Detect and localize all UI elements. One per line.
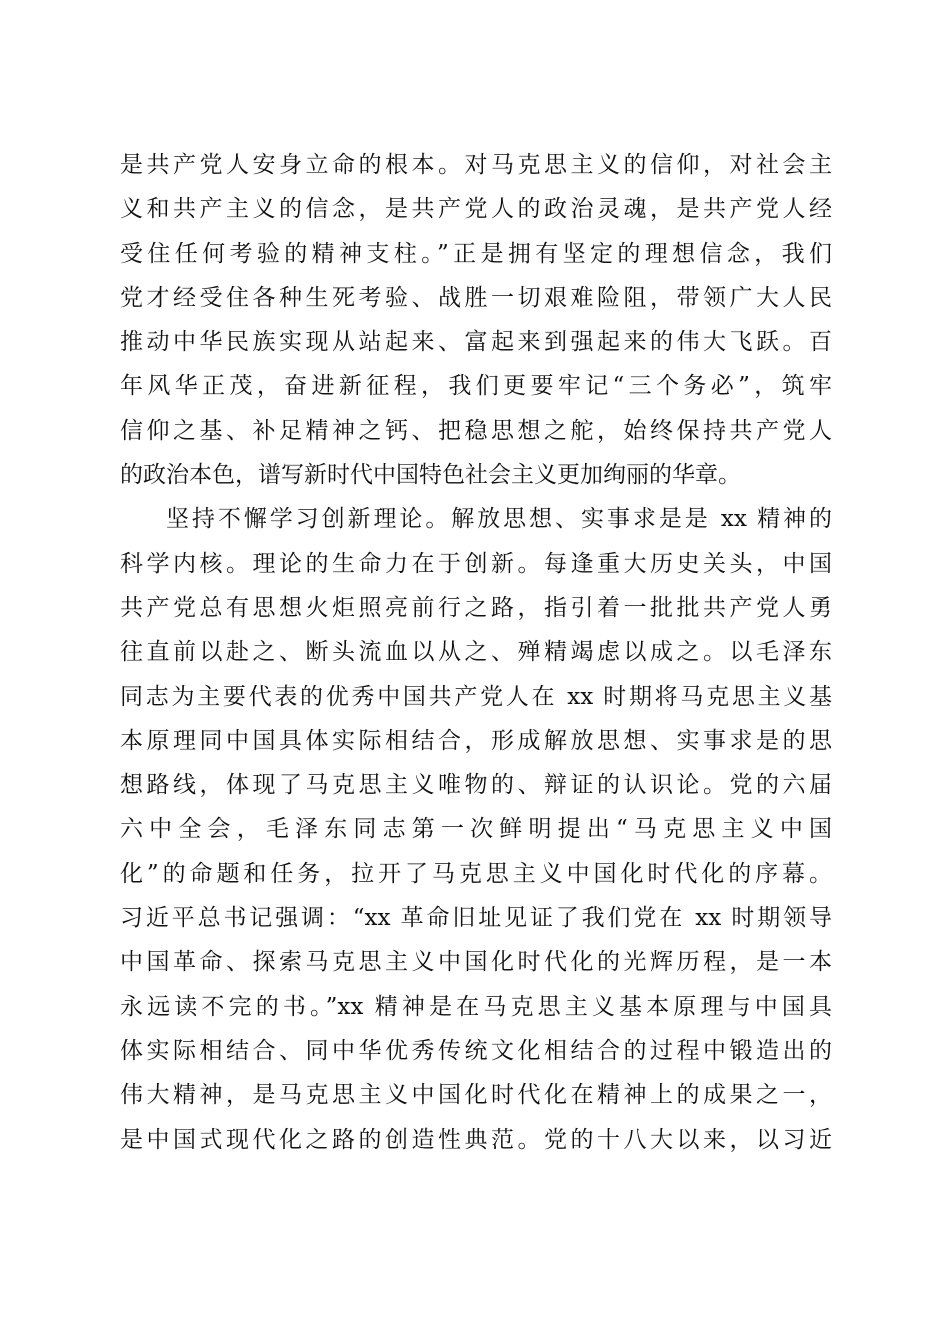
text-line: 同志为主要代表的优秀中国共产党人在 xx 时期将马克思主义基 [120, 683, 832, 710]
text-line: 中国革命、探索马克思主义中国化时代化的光辉历程，是一本 [120, 949, 832, 976]
text-line: 科学内核。理论的生命力在于创新。每逢重大历史关头，中国 [120, 550, 832, 577]
paragraph-first-line: 坚持不懈学习创新理论。解放思想、实事求是是 xx 精神的 [166, 506, 832, 533]
text-line: 往直前以赴之、断头流血以从之、殚精竭虑以成之。以毛泽东 [120, 639, 832, 666]
text-line: 想路线，体现了马克思主义唯物的、辩证的认识论。党的六届 [120, 772, 832, 799]
text-line: 永远读不完的书。”xx 精神是在马克思主义基本原理与中国具 [120, 993, 832, 1020]
text-line: 推动中华民族实现从站起来、富起来到强起来的伟大飞跃。百 [120, 329, 832, 356]
text-line: 本原理同中国具体实际相结合，形成解放思想、实事求是的思 [120, 727, 832, 754]
text-line: 共产党总有思想火炬照亮前行之路，指引着一批批共产党人勇 [120, 594, 832, 621]
text-line: 是中国式现代化之路的创造性典范。党的十八大以来，以习近 [120, 1126, 832, 1153]
text-line: 是共产党人安身立命的根本。对马克思主义的信仰，对社会主 [120, 152, 832, 178]
text-line: 义和共产主义的信念，是共产党人的政治灵魂，是共产党人经 [120, 196, 832, 223]
paragraph-end-line: 的政治本色，谱写新时代中国特色社会主义更加绚丽的华章。 [120, 462, 741, 489]
text-line: 党才经受住各种生死考验、战胜一切艰难险阻，带领广大人民 [120, 284, 832, 311]
text-line: 受住任何考验的精神支柱。”正是拥有坚定的理想信念，我们 [120, 240, 832, 267]
text-line: 习近平总书记强调：“xx 革命旧址见证了我们党在 xx 时期领导 [120, 905, 832, 932]
text-line: 化”的命题和任务，拉开了马克思主义中国化时代化的序幕。 [120, 860, 832, 887]
text-line: 年风华正茂，奋进新征程，我们更要牢记“三个务必”，筑牢 [120, 373, 832, 400]
text-line: 伟大精神，是马克思主义中国化时代化在精神上的成果之一， [120, 1082, 832, 1109]
text-line: 体实际相结合、同中华优秀传统文化相结合的过程中锻造出的 [120, 1037, 832, 1064]
text-line: 六中全会，毛泽东同志第一次鲜明提出“马克思主义中国 [120, 816, 832, 843]
body-text [120, 143, 832, 1162]
text-line: 信仰之基、补足精神之钙、把稳思想之舵，始终保持共产党人 [120, 417, 832, 444]
